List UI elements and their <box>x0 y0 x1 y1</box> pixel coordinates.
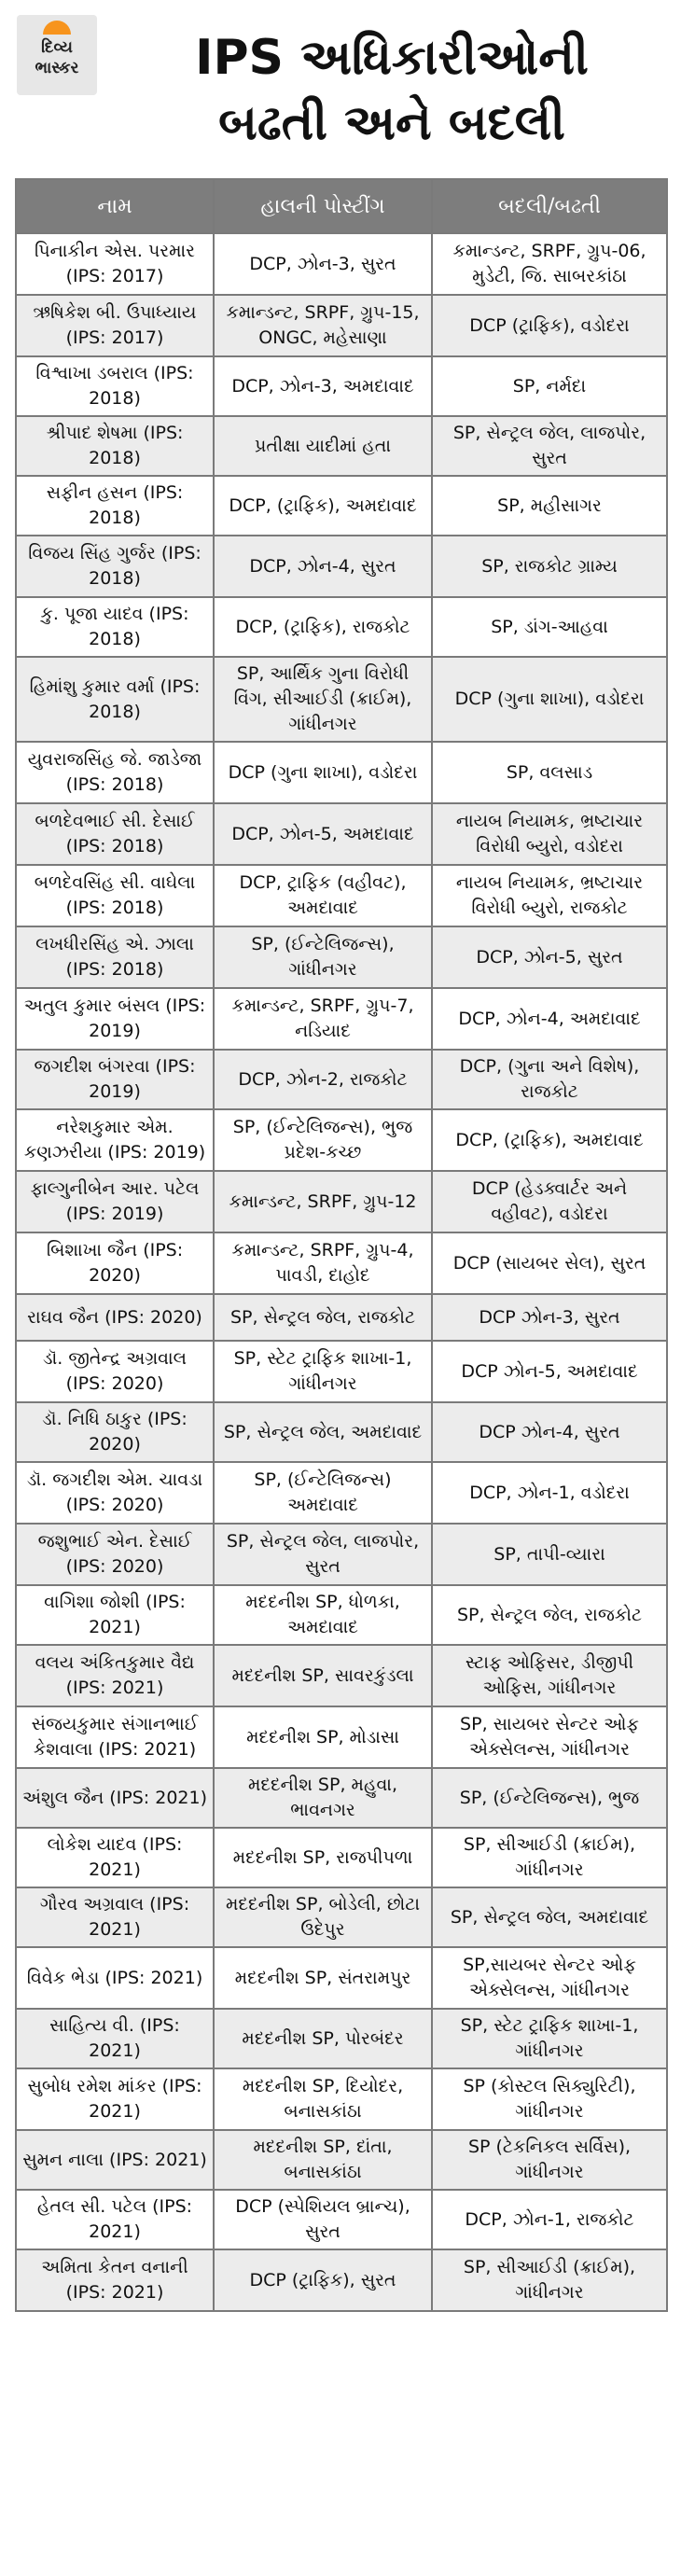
officer-name-cell: રાઘવ જૈન (IPS: 2020) <box>16 1294 214 1341</box>
new-posting-cell: કમાન્ડન્ટ, SRPF, ગ્રુપ-06, મુડેટી, જિ. સાબરકાંઠા <box>432 233 667 295</box>
new-posting-cell: SP, સીઆઈડી (ક્રાઈમ), ગાંધીનગર <box>432 1828 667 1887</box>
current-posting-cell: DCP, ઝોન-3, અમદાવાદ <box>214 356 432 416</box>
new-posting-cell: SP, તાપી-વ્યારા <box>432 1524 667 1585</box>
current-posting-cell: મદદનીશ SP, મહુવા, ભાવનગર <box>214 1768 432 1828</box>
header <box>0 0 681 174</box>
table-row <box>16 1171 667 1232</box>
new-posting-cell: SP, સેન્ટ્રલ જેલ, અમદાવાદ <box>432 1887 667 1947</box>
table-row <box>16 1887 667 1947</box>
table-row <box>16 1768 667 1828</box>
current-posting-cell: મદદનીશ SP, સંતરામપુર <box>214 1947 432 2009</box>
current-posting-cell: DCP, ઝોન-3, સુરત <box>214 233 432 295</box>
table-header-row <box>16 179 667 233</box>
table-row <box>16 295 667 356</box>
current-posting-cell: પ્રતીક્ષા યાદીમાં હતા <box>214 416 432 476</box>
officer-name-cell: કુ. પૂજા યાદવ (IPS: 2018) <box>16 597 214 657</box>
new-posting-cell: SP, (ઈન્ટેલિજન્સ), ભુજ <box>432 1768 667 1828</box>
table-row <box>16 1645 667 1706</box>
officer-name-cell: અમિતા કેતન વનાની (IPS: 2021) <box>16 2249 214 2311</box>
current-posting-cell: SP, આર્થિક ગુના વિરોધી વિંગ, સીઆઈડી (ક્રાઈમ), ગાંધીનગર <box>214 657 432 742</box>
column-header-current-posting: હાલની પોસ્ટીંગ <box>214 179 432 233</box>
officer-name-cell: વાગિશા જોશી (IPS: 2021) <box>16 1585 214 1645</box>
officer-name-cell: ડૉ. જીતેન્દ્ર અગ્રવાલ (IPS: 2020) <box>16 1341 214 1402</box>
new-posting-cell: SP, સ્ટેટ ટ્રાફિક શાખા-1, ગાંધીનગર <box>432 2009 667 2068</box>
new-posting-cell: SP, નર્મદા <box>432 356 667 416</box>
new-posting-cell: DCP, (ટ્રાફિક), અમદાવાદ <box>432 1109 667 1171</box>
table-row <box>16 803 667 865</box>
table-row <box>16 2130 667 2190</box>
officer-name-cell: ડૉ. જગદીશ એમ. ચાવડા (IPS: 2020) <box>16 1462 214 1524</box>
divya-bhaskar-logo <box>17 15 97 95</box>
current-posting-cell: મદદનીશ SP, બોડેલી, છોટા ઉદેપુર <box>214 1887 432 1947</box>
new-posting-cell: SP, સેન્ટ્રલ જેલ, રાજકોટ <box>432 1585 667 1645</box>
new-posting-cell: DCP (ટ્રાફિક), વડોદરા <box>432 295 667 356</box>
table-row <box>16 1706 667 1768</box>
officer-name-cell: સુમન નાલા (IPS: 2021) <box>16 2130 214 2190</box>
officer-name-cell: અતુલ કુમાર બંસલ (IPS: 2019) <box>16 988 214 1050</box>
officer-name-cell: જગદીશ બંગરવા (IPS: 2019) <box>16 1050 214 1109</box>
current-posting-cell: SP, સેન્ટ્રલ જેલ, રાજકોટ <box>214 1294 432 1341</box>
officer-name-cell: યુવરાજસિંહ જે. જાડેજા (IPS: 2018) <box>16 742 214 803</box>
officer-name-cell: ડૉ. નિધિ ઠાકુર (IPS: 2020) <box>16 1402 214 1462</box>
officer-name-cell: વલય અંકિતકુમાર વૈદ્ય (IPS: 2021) <box>16 1645 214 1706</box>
page-title-line-1: IPS અધિકારીઓની <box>195 30 589 86</box>
current-posting-cell: DCP, ઝોન-4, સુરત <box>214 536 432 597</box>
officer-name-cell: જશુભાઈ એન. દેસાઈ (IPS: 2020) <box>16 1524 214 1585</box>
officer-name-cell: સફીન હસન (IPS: 2018) <box>16 476 214 536</box>
table-row <box>16 233 667 295</box>
table-row <box>16 2249 667 2311</box>
logo-line-2: ભાસ્કર <box>35 59 79 77</box>
table-row <box>16 476 667 536</box>
table-body <box>16 233 667 2311</box>
officer-name-cell: ફાલ્ગુનીબેન આર. પટેલ (IPS: 2019) <box>16 1171 214 1232</box>
current-posting-cell: DCP, ઝોન-5, અમદાવાદ <box>214 803 432 865</box>
column-header-name: નામ <box>16 179 214 233</box>
table-row <box>16 1828 667 1887</box>
current-posting-cell: SP, સેન્ટ્રલ જેલ, અમદાવાદ <box>214 1402 432 1462</box>
logo-line-1: દિવ્ય <box>41 38 73 57</box>
new-posting-cell: DCP ઝોન-5, અમદાવાદ <box>432 1341 667 1402</box>
new-posting-cell: DCP (સાયબર સેલ), સુરત <box>432 1232 667 1294</box>
new-posting-cell: SP (કોસ્ટલ સિક્યુરિટી), ગાંધીનગર <box>432 2068 667 2130</box>
new-posting-cell: DCP ઝોન-4, સુરત <box>432 1402 667 1462</box>
current-posting-cell: SP, (ઈન્ટેલિજન્સ), ભુજ પ્રદેશ-કચ્છ <box>214 1109 432 1171</box>
table-row <box>16 416 667 476</box>
new-posting-cell: DCP, ઝોન-1, રાજકોટ <box>432 2190 667 2249</box>
current-posting-cell: DCP, (ટ્રાફિક), રાજકોટ <box>214 597 432 657</box>
current-posting-cell: SP, સ્ટેટ ટ્રાફિક શાખા-1, ગાંધીનગર <box>214 1341 432 1402</box>
current-posting-cell: DCP (સ્પેશિયલ બ્રાન્ચ), સુરત <box>214 2190 432 2249</box>
current-posting-cell: SP, સેન્ટ્રલ જેલ, લાજપોર, સુરત <box>214 1524 432 1585</box>
new-posting-cell: DCP ઝોન-3, સુરત <box>432 1294 667 1341</box>
table-row <box>16 1524 667 1585</box>
current-posting-cell: SP, (ઈન્ટેલિજન્સ) અમદાવાદ <box>214 1462 432 1524</box>
current-posting-cell: મદદનીશ SP, મોડાસા <box>214 1706 432 1768</box>
table-row <box>16 988 667 1050</box>
current-posting-cell: DCP, ટ્રાફિક (વહીવટ), અમદાવાદ <box>214 865 432 926</box>
table-row <box>16 1462 667 1524</box>
table-row <box>16 2190 667 2249</box>
new-posting-cell: SP, મહીસાગર <box>432 476 667 536</box>
new-posting-cell: SP (ટેકનિકલ સર્વિસ), ગાંધીનગર <box>432 2130 667 2190</box>
new-posting-cell: SP, રાજકોટ ગ્રામ્ય <box>432 536 667 597</box>
officer-name-cell: હિમાંશુ કુમાર વર્મા (IPS: 2018) <box>16 657 214 742</box>
table-row <box>16 865 667 926</box>
column-header-transfer-promotion: બદલી/બઢતી <box>432 179 667 233</box>
new-posting-cell: DCP (ગુના શાખા), વડોદરા <box>432 657 667 742</box>
officer-name-cell: બળદેવભાઈ સી. દેસાઈ (IPS: 2018) <box>16 803 214 865</box>
current-posting-cell: DCP (ટ્રાફિક), સુરત <box>214 2249 432 2311</box>
table-row <box>16 1585 667 1645</box>
new-posting-cell: DCP, ઝોન-5, સુરત <box>432 926 667 988</box>
new-posting-cell: SP, વલસાડ <box>432 742 667 803</box>
officer-name-cell: ઋષિકેશ બી. ઉપાધ્યાય (IPS: 2017) <box>16 295 214 356</box>
current-posting-cell: કમાન્ડન્ટ, SRPF, ગ્રુપ-12 <box>214 1171 432 1232</box>
new-posting-cell: SP, સીઆઈડી (ક્રાઈમ), ગાંધીનગર <box>432 2249 667 2311</box>
officer-name-cell: નરેશકુમાર એમ. કણઝરીયા (IPS: 2019) <box>16 1109 214 1171</box>
current-posting-cell: મદદનીશ SP, દાંતા, બનાસકાંઠા <box>214 2130 432 2190</box>
current-posting-cell: મદદનીશ SP, દિયોદર, બનાસકાંઠા <box>214 2068 432 2130</box>
table-row <box>16 1294 667 1341</box>
transfers-table <box>15 178 668 2312</box>
table-row <box>16 2009 667 2068</box>
officer-name-cell: લોકેશ યાદવ (IPS: 2021) <box>16 1828 214 1887</box>
current-posting-cell: મદદનીશ SP, પોરબંદર <box>214 2009 432 2068</box>
officer-name-cell: વિવેક ભેડા (IPS: 2021) <box>16 1947 214 2009</box>
officer-name-cell: લખધીરસિંહ એ. ઝાલા (IPS: 2018) <box>16 926 214 988</box>
current-posting-cell: મદદનીશ SP, રાજપીપળા <box>214 1828 432 1887</box>
current-posting-cell: કમાન્ડન્ટ, SRPF, ગ્રુપ-15, ONGC, મહેસાણા <box>214 295 432 356</box>
officer-name-cell: ગૌરવ અગ્રવાલ (IPS: 2021) <box>16 1887 214 1947</box>
new-posting-cell: SP, સાયબર સેન્ટર ઓફ એક્સેલન્સ, ગાંધીનગર <box>432 1706 667 1768</box>
officer-name-cell: સુબોધ રમેશ માંકર (IPS: 2021) <box>16 2068 214 2130</box>
new-posting-cell: SP, સેન્ટ્રલ જેલ, લાજપોર, સુરત <box>432 416 667 476</box>
new-posting-cell: સ્ટાફ ઓફિસર, ડીજીપી ઓફિસ, ગાંધીનગર <box>432 1645 667 1706</box>
new-posting-cell: SP, ડાંગ-આહવા <box>432 597 667 657</box>
table-row <box>16 2068 667 2130</box>
current-posting-cell: DCP, ઝોન-2, રાજકોટ <box>214 1050 432 1109</box>
table-row <box>16 1341 667 1402</box>
officer-name-cell: વિશ્વાખા ડબરાલ (IPS: 2018) <box>16 356 214 416</box>
table-row <box>16 597 667 657</box>
current-posting-cell: SP, (ઈન્ટેલિજન્સ), ગાંધીનગર <box>214 926 432 988</box>
officer-name-cell: સાહિત્ય વી. (IPS: 2021) <box>16 2009 214 2068</box>
table-row <box>16 536 667 597</box>
current-posting-cell: કમાન્ડન્ટ, SRPF, ગ્રુપ-7, નડિયાદ <box>214 988 432 1050</box>
new-posting-cell: DCP (હેડક્વાર્ટર અને વહીવટ), વડોદરા <box>432 1171 667 1232</box>
page-title-line-2: બઢતી અને બદલી <box>218 95 565 151</box>
current-posting-cell: DCP (ગુના શાખા), વડોદરા <box>214 742 432 803</box>
officer-name-cell: સંજયકુમાર સંગાનભાઈ કેશવાલા (IPS: 2021) <box>16 1706 214 1768</box>
officer-name-cell: અંશુલ જૈન (IPS: 2021) <box>16 1768 214 1828</box>
officer-name-cell: વિજય સિંહ ગુર્જર (IPS: 2018) <box>16 536 214 597</box>
officer-name-cell: બળદેવસિંહ સી. વાઘેલા (IPS: 2018) <box>16 865 214 926</box>
new-posting-cell: DCP, ઝોન-4, અમદાવાદ <box>432 988 667 1050</box>
new-posting-cell: નાયબ નિયામક, ભ્રષ્ટાચાર વિરોધી બ્યુરો, રાજકોટ <box>432 865 667 926</box>
table-row <box>16 1232 667 1294</box>
current-posting-cell: મદદનીશ SP, સાવરકુંડલા <box>214 1645 432 1706</box>
table-row <box>16 1402 667 1462</box>
new-posting-cell: DCP, ઝોન-1, વડોદરા <box>432 1462 667 1524</box>
table-row <box>16 657 667 742</box>
table-row <box>16 926 667 988</box>
new-posting-cell: SP,સાયબર સેન્ટર ઓફ એક્સેલન્સ, ગાંધીનગર <box>432 1947 667 2009</box>
sun-icon <box>43 21 71 35</box>
new-posting-cell: DCP, (ગુના અને વિશેષ), રાજકોટ <box>432 1050 667 1109</box>
table-row <box>16 742 667 803</box>
new-posting-cell: નાયબ નિયામક, ભ્રષ્ટાચાર વિરોધી બ્યુરો, વડોદરા <box>432 803 667 865</box>
officer-name-cell: પિનાકીન એસ. પરમાર (IPS: 2017) <box>16 233 214 295</box>
officer-name-cell: શ્રીપાદ શેષમા (IPS: 2018) <box>16 416 214 476</box>
table-row <box>16 1050 667 1109</box>
officer-name-cell: હેતલ સી. પટેલ (IPS: 2021) <box>16 2190 214 2249</box>
current-posting-cell: કમાન્ડન્ટ, SRPF, ગ્રુપ-4, પાવડી, દાહોદ <box>214 1232 432 1294</box>
table-row <box>16 1947 667 2009</box>
officer-name-cell: બિશાખા જૈન (IPS: 2020) <box>16 1232 214 1294</box>
current-posting-cell: મદદનીશ SP, ધોળકા, અમદાવાદ <box>214 1585 432 1645</box>
current-posting-cell: DCP, (ટ્રાફિક), અમદાવાદ <box>214 476 432 536</box>
table-row <box>16 1109 667 1171</box>
table-row <box>16 356 667 416</box>
